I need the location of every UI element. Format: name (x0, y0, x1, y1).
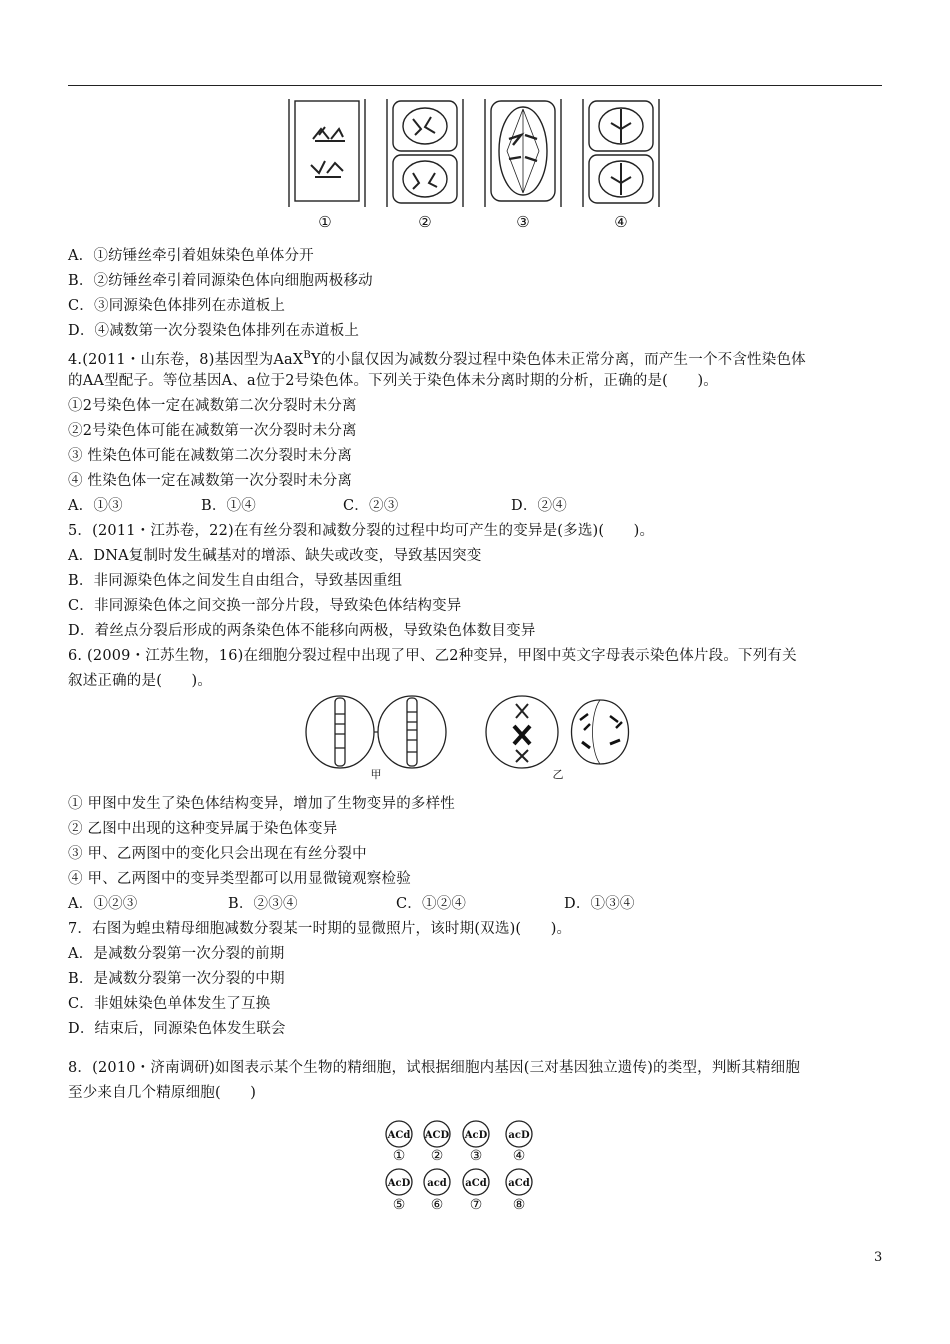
figure1-label-4: ④ (614, 213, 628, 231)
q4-stem-part-a: 4.(2011・山东卷，8)基因型为AaX (68, 351, 304, 368)
q4-stem-sup: B (303, 350, 311, 361)
q7-option-b: B．是减数分裂第一次分裂的中期 (68, 971, 285, 987)
q4-stem-line2: 的AA型配子。等位基因A、a位于2号染色体。下列关于染色体未分离时期的分析，正确的是( )。 (68, 373, 718, 389)
q4-item-1: ①2号染色体一定在减数第二次分裂时未分离 (68, 398, 357, 414)
yi-cell-right (572, 700, 629, 764)
sperm-cell-2-gene: ACD (424, 1130, 450, 1141)
cell-division-figure (285, 95, 665, 233)
q6-choice-c: C．①②④ (396, 896, 467, 912)
header-rule (68, 85, 882, 86)
sperm-cell-6-num: ⑥ (430, 1197, 444, 1213)
q7-option-a: A．是减数分裂第一次分裂的前期 (68, 946, 285, 962)
yi-cell-left (486, 696, 558, 768)
q6-item-4: ④ 甲、乙两图中的变异类型都可以用显微镜观察检验 (68, 871, 411, 887)
figure1-cell-3 (485, 99, 561, 207)
q4-item-3: ③ 性染色体可能在减数第二次分裂时未分离 (68, 448, 353, 464)
q6-stem-line1: 6. (2009・江苏生物，16)在细胞分裂过程中出现了甲、乙2种变异，甲图中英文字母表示染色体片段。下列有关 (68, 648, 797, 664)
sperm-cell-2 (424, 1121, 450, 1164)
q4-choice-a: A．①③ (68, 498, 123, 514)
q3-option-a: A．①纺锤丝牵引着姐妹染色单体分开 (68, 248, 314, 264)
q8-stem-line1: 8．(2010・济南调研)如图表示某个生物的精细胞，试根据细胞内基因(三对基因独立遗传)的类型，判断其精细胞 (68, 1060, 801, 1076)
fig-label-yi: 乙 (552, 768, 564, 781)
sperm-cell-1-gene: ACd (387, 1130, 411, 1141)
sperm-cell-8-num: ⑧ (512, 1197, 526, 1213)
sperm-cell-3 (463, 1121, 489, 1164)
fig-label-jia: 甲 (370, 768, 382, 781)
q5-option-b: B．非同源染色体之间发生自由组合，导致基因重组 (68, 573, 403, 589)
q6-choice-d: D．①③④ (564, 896, 635, 912)
q4-choice-d: D．②④ (511, 498, 567, 514)
sperm-cell-8 (506, 1169, 532, 1213)
sperm-cell-4 (506, 1121, 532, 1164)
q5-option-a: A．DNA复制时发生碱基对的增添、缺失或改变，导致基因突变 (68, 548, 482, 564)
q6-choice-b: B．②③④ (228, 896, 298, 912)
q4-stem-line1 (68, 346, 806, 370)
q4-item-2: ②2号染色体可能在减数第一次分裂时未分离 (68, 423, 357, 439)
q3-option-d: D．④减数第一次分裂染色体排列在赤道板上 (68, 323, 360, 339)
q5-option-d: D．着丝点分裂后形成的两条染色体不能移向两极，导致染色体数目变异 (68, 623, 536, 639)
variation-figure (300, 694, 660, 784)
figure1-label-3: ③ (516, 213, 530, 231)
sperm-cell-figure (380, 1118, 550, 1218)
figure1-cell-1 (289, 99, 365, 207)
figure1-label-2: ② (418, 213, 432, 231)
sperm-cell-7-num: ⑦ (469, 1197, 483, 1213)
q6-stem-line2: 叙述正确的是( )。 (68, 673, 213, 689)
sperm-cell-8-gene: aCd (508, 1178, 530, 1189)
q3-option-c: C．③同源染色体排列在赤道板上 (68, 298, 286, 314)
sperm-cell-1-num: ① (392, 1148, 406, 1164)
sperm-cell-3-gene: AcD (464, 1130, 488, 1141)
sperm-cell-7-gene: aCd (465, 1178, 487, 1189)
q7-stem: 7．右图为蝗虫精母细胞减数分裂某一时期的显微照片，该时期(双选)( )。 (68, 921, 572, 937)
jia-cell-left (306, 696, 374, 768)
q5-stem: 5．(2011・江苏卷，22)在有丝分裂和减数分裂的过程中均可产生的变异是(多选)( )。 (68, 523, 655, 539)
sperm-cell-5-num: ⑤ (392, 1197, 406, 1213)
q4-item-4: ④ 性染色体一定在减数第一次分裂时未分离 (68, 473, 353, 489)
q6-item-1: ① 甲图中发生了染色体结构变异，增加了生物变异的多样性 (68, 796, 456, 812)
jia-cell-right (378, 696, 446, 768)
q7-option-c: C．非姐妹染色单体发生了互换 (68, 996, 271, 1012)
q4-stem-part-b: Y的小鼠仅因为减数分裂过程中染色体未正常分离，而产生一个不含性染色体 (310, 351, 806, 368)
q4-choice-b: B．①④ (201, 498, 256, 514)
q6-item-3: ③ 甲、乙两图中的变化只会出现在有丝分裂中 (68, 846, 367, 862)
q6-item-2: ② 乙图中出现的这种变异属于染色体变异 (68, 821, 338, 837)
q8-stem-line2: 至少来自几个精原细胞( ) (68, 1085, 257, 1101)
figure1-cell-4 (583, 99, 659, 207)
page-number: 3 (874, 1250, 883, 1265)
figure1-label-1: ① (318, 213, 332, 231)
sperm-cell-1 (386, 1121, 412, 1164)
figure1-cell-2 (387, 99, 463, 207)
sperm-cell-3-num: ③ (469, 1148, 483, 1164)
sperm-cell-6-gene: acd (427, 1178, 447, 1189)
sperm-cell-4-num: ④ (512, 1148, 526, 1164)
sperm-cell-6 (424, 1169, 450, 1213)
sperm-cell-5-gene: AcD (387, 1178, 411, 1189)
q4-choices (68, 496, 567, 516)
q3-option-b: B．②纺锤丝牵引着同源染色体向细胞两极移动 (68, 273, 373, 289)
q7-option-d: D．结束后，同源染色体发生联会 (68, 1021, 286, 1037)
sperm-cell-5 (386, 1169, 412, 1213)
sperm-cell-4-gene: acD (508, 1130, 530, 1141)
q5-option-c: C．非同源染色体之间交换一部分片段，导致染色体结构变异 (68, 598, 462, 614)
sperm-cell-2-num: ② (430, 1148, 444, 1164)
sperm-cell-7 (463, 1169, 489, 1213)
q6-choices (68, 894, 635, 914)
q6-choice-a: A．①②③ (68, 896, 138, 912)
q4-choice-c: C．②③ (343, 498, 399, 514)
